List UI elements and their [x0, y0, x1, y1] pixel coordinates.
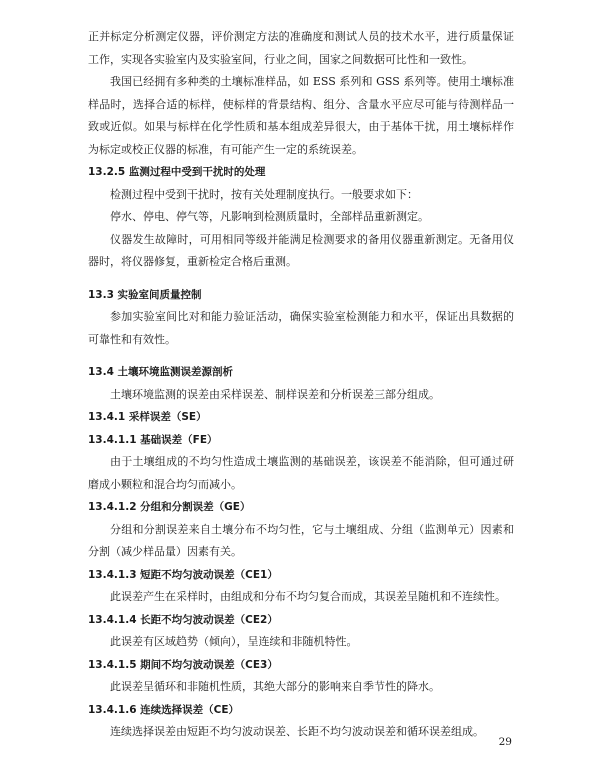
paragraph-fe: 由于土壤组成的不均匀性造成土壤监测的基础误差，该误差不能消除，但可通过研磨成小颗粒和混合均匀而减小。	[88, 455, 514, 491]
paragraph-continuation: 正并标定分析测定仪器，评价测定方法的准确度和测试人员的技术水平，进行质量保证工作，实现各实验室内及实验室间，行业之间，国家之间数据可比性和一致性。	[88, 30, 514, 66]
heading-13-4-1-1: 13.4.1.1 基础误差（FE）	[88, 433, 218, 446]
heading-13-4-1-4: 13.4.1.4 长距不均匀波动误差（CE2）	[88, 613, 278, 626]
document-body	[88, 26, 514, 744]
paragraph-ge: 分组和分割误差来自土壤分布不均匀性，它与土壤组成、分组（监测单元）因素和分割（减少样品量）因素有关。	[88, 522, 514, 558]
heading-13-4-1: 13.4.1 采样误差（SE）	[88, 411, 207, 423]
paragraph-ce2: 此误差有区域趋势（倾向），呈连续和非随机特性。	[110, 635, 358, 648]
paragraph-interference-intro: 检测过程中受到干扰时，按有关处理制度执行。一般要求如下：	[110, 187, 418, 201]
heading-13-4-1-5: 13.4.1.5 期间不均匀波动误差（CE3）	[88, 658, 278, 671]
paragraph-ce3: 此误差呈循环和非随机性质，其绝大部分的影响来自季节性的降水。	[110, 680, 440, 693]
paragraph-error-sources: 土壤环境监测的误差由采样误差、制样误差和分析误差三部分组成。	[110, 387, 440, 401]
heading-13-4-1-2: 13.4.1.2 分组和分割误差（GE）	[88, 501, 251, 513]
section-gap	[88, 274, 514, 284]
paragraph-standard-samples: 我国已经拥有多种类的土壤标准样品，如 ESS 系列和 GSS 系列等。使用土壤标准样品时，选择合适的标样，使标样的背景结构、组分、含量水平应尽可能与待测样品一致或近似。如果与标样在化学性质和基本组成差异很大，由于基体干扰，用土壤标样作为标定或校正仪器的标准，有可能产生一定的系统误差。	[88, 75, 514, 156]
heading-13-4: 13.4 土壤环境监测误差源剖析	[88, 366, 234, 378]
paragraph-ce1: 此误差产生在采样时，由组成和分布不均匀复合而成，其误差呈随机和不连续性。	[110, 590, 506, 603]
heading-13-4-1-6: 13.4.1.6 连续选择误差（CE）	[88, 703, 240, 716]
paragraph-interlab: 参加实验室间比对和能力验证活动，确保实验室检测能力和水平，保证出具数据的可靠性和有效性。	[88, 310, 514, 346]
heading-13-4-1-3: 13.4.1.3 短距不均匀波动误差（CE1）	[88, 568, 278, 581]
page-number: 29	[498, 736, 512, 748]
paragraph-instrument-failure: 仪器发生故障时，可用相同等级并能满足检测要求的备用仪器重新测定。无备用仪器时，将仪器修复，重新检定合格后重测。	[88, 232, 514, 268]
paragraph-ce: 连续选择误差由短距不均匀波动误差、长距不均匀波动误差和循环误差组成。	[110, 725, 484, 738]
paragraph-power-outage: 停水、停电、停气等，凡影响到检测质量时，全部样品重新测定。	[110, 210, 429, 223]
heading-13-3: 13.3 实验室间质量控制	[88, 288, 202, 301]
heading-13-2-5: 13.2.5 监测过程中受到干扰时的处理	[88, 166, 266, 178]
section-gap	[88, 351, 514, 361]
